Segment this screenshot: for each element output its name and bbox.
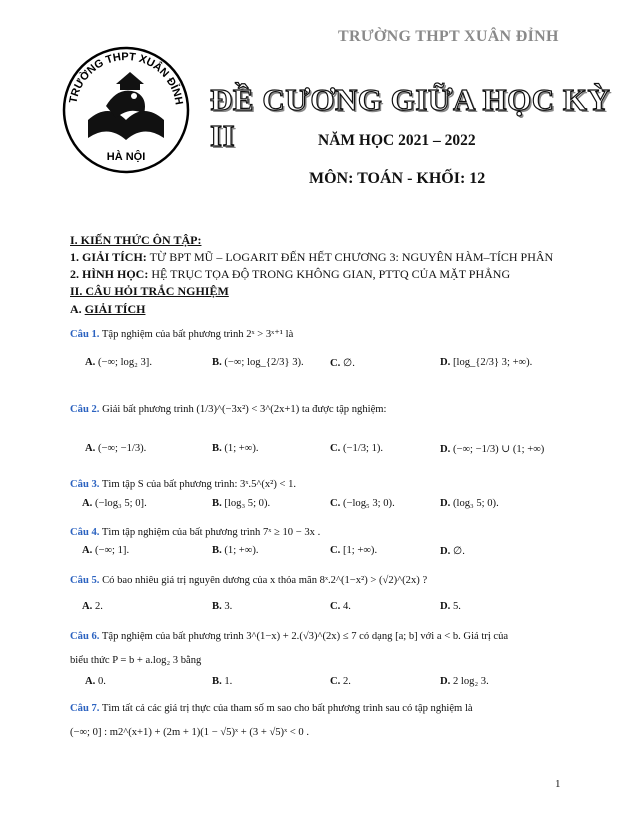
- question-number: Câu 3.: [70, 479, 100, 490]
- subject-line: MÔN: TOÁN - KHỐI: 12: [309, 170, 486, 187]
- question-7-continued: (−∞; 0] : m2^(x+1) + (2m + 1)(1 − √5)ˣ + (3 + √5)ˣ < 0 .: [70, 727, 310, 738]
- question-number: Câu 4.: [70, 527, 100, 538]
- logo-ring-text: TRƯỜNG THPT XUÂN ĐỈNH: [67, 50, 185, 106]
- q3-option-b: B. [log₃ 5; 0).: [212, 498, 271, 509]
- question-5: [70, 575, 427, 586]
- question-text: Tìm tập S của bất phương trình: 3ˣ.5^(x²) < 1.: [101, 479, 297, 490]
- item-text: TỪ BPT MŨ – LOGARIT ĐẾN HẾT CHƯƠNG 3: NGUYÊN HÀM–TÍCH PHÂN: [146, 250, 554, 264]
- question-3: [70, 479, 296, 490]
- question-2: [70, 404, 386, 415]
- question-text: Có bao nhiêu giá trị nguyên dương của x thỏa mãn 8ˣ.2^(1−x²) > (√2)^(2x) ?: [102, 575, 428, 586]
- subsection-label: A.: [70, 302, 85, 316]
- school-logo: [58, 40, 192, 174]
- q4-option-c: C. [1; +∞).: [330, 545, 378, 556]
- question-number: Câu 1.: [70, 329, 100, 340]
- question-6: [70, 631, 508, 642]
- q5-option-a: A. 2.: [82, 601, 103, 612]
- section-item-geometry: [70, 267, 510, 282]
- q6-option-b: B. 1.: [212, 676, 233, 687]
- q3-option-d: D. (log₃ 5; 0).: [440, 498, 499, 509]
- q2-option-d: D. (−∞; −1/3) ∪ (1; +∞): [440, 444, 545, 455]
- q4-option-d: D. ∅.: [440, 546, 465, 557]
- question-number: Câu 2.: [70, 404, 100, 415]
- q6-option-d: D. 2 log₂ 3.: [440, 676, 489, 687]
- question-number: Câu 6.: [70, 631, 100, 642]
- q2-option-b: B. (1; +∞).: [212, 443, 259, 454]
- question-text: Tập nghiệm của bất phương trình 2ˣ > 3ˣ⁺¹ là: [101, 329, 294, 340]
- section-multiple-choice-title: II. CÂU HỎI TRẮC NGHIỆM: [70, 284, 229, 298]
- question-number: Câu 5.: [70, 575, 100, 586]
- q5-option-b: B. 3.: [212, 601, 233, 612]
- q2-option-a: A. (−∞; −1/3).: [85, 443, 147, 454]
- question-text: Tìm tất cả các giá trị thực của tham số m sao cho bất phương trình sau có tập nghiệm là: [101, 703, 473, 714]
- q3-option-c: C. (−log₅ 3; 0).: [330, 498, 395, 509]
- q6-option-c: C. 2.: [330, 676, 351, 687]
- q4-option-b: B. (1; +∞).: [212, 545, 259, 556]
- question-6-continued: biểu thức P = b + a.log₂ 3 bằng: [70, 655, 202, 666]
- item-text: HỆ TRỤC TỌA ĐỘ TRONG KHÔNG GIAN, PTTQ CỦA MẶT PHẲNG: [148, 267, 511, 281]
- q1-option-d: D. [log_{2/3} 3; +∞).: [440, 357, 533, 368]
- question-number: Câu 7.: [70, 703, 100, 714]
- school-name: TRƯỜNG THPT XUÂN ĐỈNH: [338, 28, 559, 45]
- school-year: NĂM HỌC 2021 – 2022: [318, 132, 476, 149]
- section-knowledge-title: I. KIẾN THỨC ÔN TẬP:: [70, 233, 202, 247]
- logo-city: HÀ NỘI: [106, 151, 146, 163]
- question-text: Giải bất phương trình (1/3)^(−3x²) < 3^(2x+1) ta được tập nghiệm:: [102, 404, 387, 415]
- q5-option-c: C. 4.: [330, 601, 351, 612]
- q1-option-c: C. ∅.: [330, 358, 355, 369]
- section-item-analysis: [70, 250, 553, 265]
- q3-option-a: A. (−log₃ 5; 0].: [82, 498, 147, 509]
- subsection-analysis-title: [70, 302, 145, 317]
- q5-option-d: D. 5.: [440, 601, 461, 612]
- q1-option-a: A. (−∞; log₂ 3].: [85, 357, 152, 368]
- q6-option-a: A. 0.: [85, 676, 106, 687]
- question-7: [70, 703, 473, 714]
- subsection-text: GIẢI TÍCH: [84, 302, 146, 316]
- item-label: 1. GIẢI TÍCH:: [70, 250, 147, 264]
- question-1: [70, 328, 293, 340]
- q1-option-b: B. (−∞; log_{2/3} 3).: [212, 357, 304, 368]
- question-4: [70, 527, 320, 538]
- q2-option-c: C. (−1/3; 1).: [330, 443, 384, 454]
- document-title: ĐỀ CƯƠNG GIỮA HỌC KỲ II: [210, 82, 611, 153]
- q4-option-a: A. (−∞; 1].: [82, 545, 130, 556]
- page-number: 1: [555, 778, 561, 790]
- item-label: 2. HÌNH HỌC:: [70, 267, 149, 281]
- question-text: Tập nghiệm của bất phương trình 3^(1−x) + 2.(√3)^(2x) ≤ 7 có dạng [a; b] với a < b. Giá trị của: [101, 631, 509, 642]
- question-text: Tìm tập nghiệm của bất phương trình 7ˣ ≥ 10 − 3x .: [101, 527, 321, 538]
